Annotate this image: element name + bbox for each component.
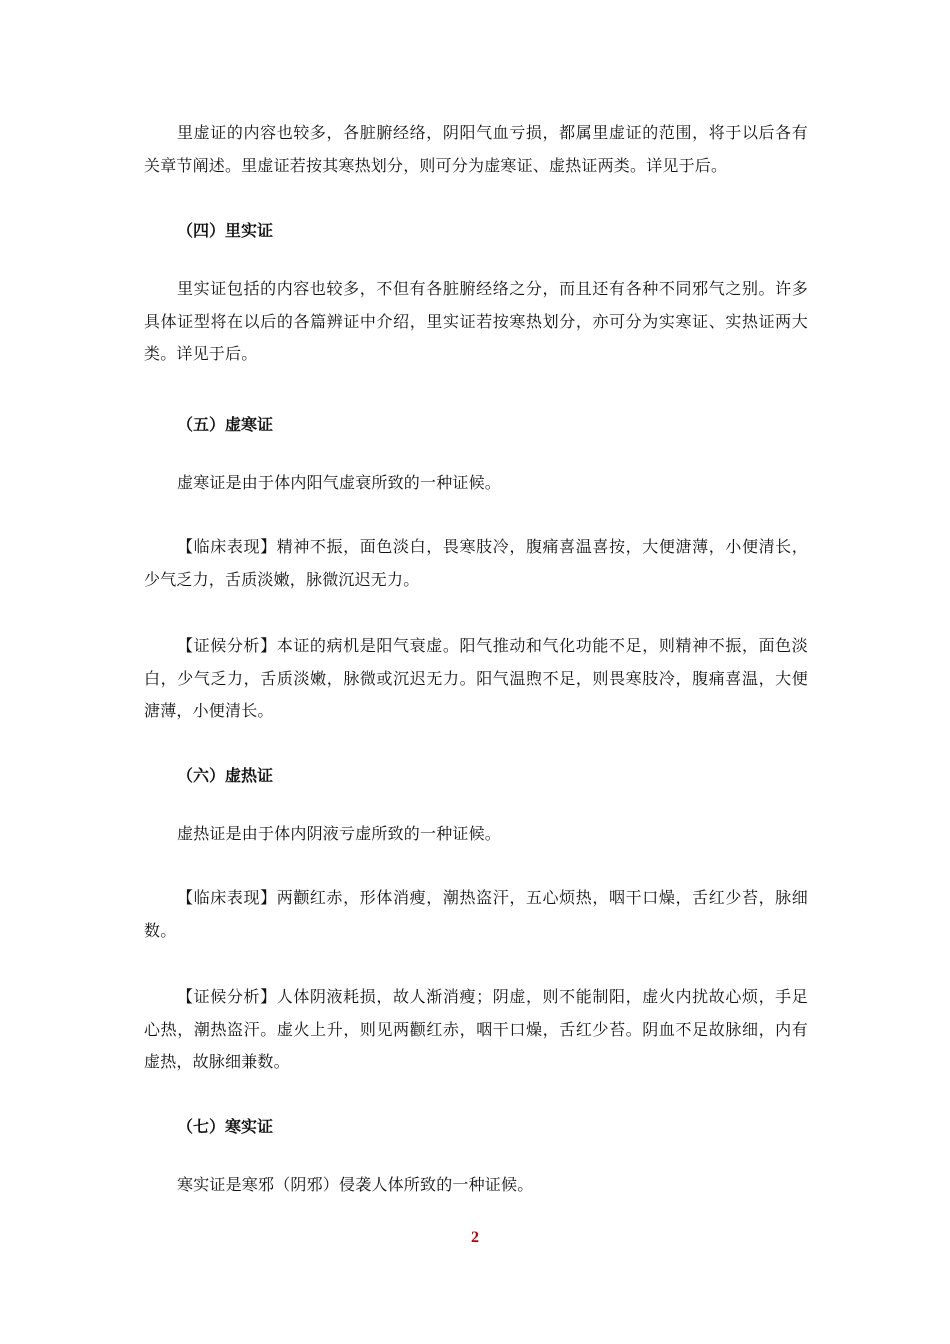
heading-xu-re-zheng: （六）虚热证: [177, 766, 274, 785]
heading-xu-han-zheng: （五）虚寒证: [177, 415, 274, 434]
section-tag: 【证候分析】: [177, 987, 277, 1006]
heading-han-shi-zheng: （七）寒实证: [177, 1117, 274, 1136]
paragraph-li-xu-zheng: 里虚证的内容也较多，各脏腑经络，阴阳气血亏损，都属里虚证的范围，将于以后各有关章节阐述。里虚证若按其寒热划分，则可分为虚寒证、虚热证两类。详见于后。: [144, 123, 808, 175]
paragraph-xu-han-clinical: 【临床表现】精神不振，面色淡白，畏寒肢冷，腹痛喜温喜按，大便溏薄，小便清长，少气乏力，舌质淡嫩，脉微沉迟无力。: [144, 537, 808, 589]
section-tag: 【证候分析】: [177, 636, 277, 655]
paragraph-han-shi-definition: 寒实证是寒邪（阴邪）侵袭人体所致的一种证候。: [177, 1175, 534, 1194]
paragraph-xu-re-definition: 虚热证是由于体内阴液亏虚所致的一种证候。: [177, 824, 502, 843]
paragraph-xu-han-analysis: 【证候分析】本证的病机是阳气衰虚。阳气推动和气化功能不足，则精神不振，面色淡白，少气乏力，舌质淡嫩，脉微或沉迟无力。阳气温煦不足，则畏寒肢冷，腹痛喜温，大便溏薄，小便清长。: [144, 636, 808, 720]
paragraph-xu-re-clinical: 【临床表现】两颧红赤，形体消瘦，潮热盗汗，五心烦热，咽干口燥，舌红少苔，脉细数。: [144, 888, 808, 940]
heading-li-shi-zheng: （四）里实证: [177, 221, 274, 240]
section-tag: 【临床表现】: [177, 888, 277, 907]
paragraph-xu-han-definition: 虚寒证是由于体内阳气虚衰所致的一种证候。: [177, 473, 502, 492]
page-number: 2: [471, 1229, 479, 1246]
paragraph-xu-re-analysis: 【证候分析】人体阴液耗损，故人渐消瘦；阴虚，则不能制阳，虚火内扰故心烦，手足心热，潮热盗汗。虚火上升，则见两颧红赤，咽干口燥，舌红少苔。阴血不足故脉细，内有虚热，故脉细兼数。: [144, 987, 808, 1071]
section-tag: 【临床表现】: [177, 537, 277, 556]
paragraph-li-shi-zheng: 里实证包括的内容也较多，不但有各脏腑经络之分，而且还有各种不同邪气之别。许多具体证型将在以后的各篇辨证中介绍，里实证若按寒热划分，亦可分为实寒证、实热证两大类。详见于后。: [144, 279, 808, 363]
